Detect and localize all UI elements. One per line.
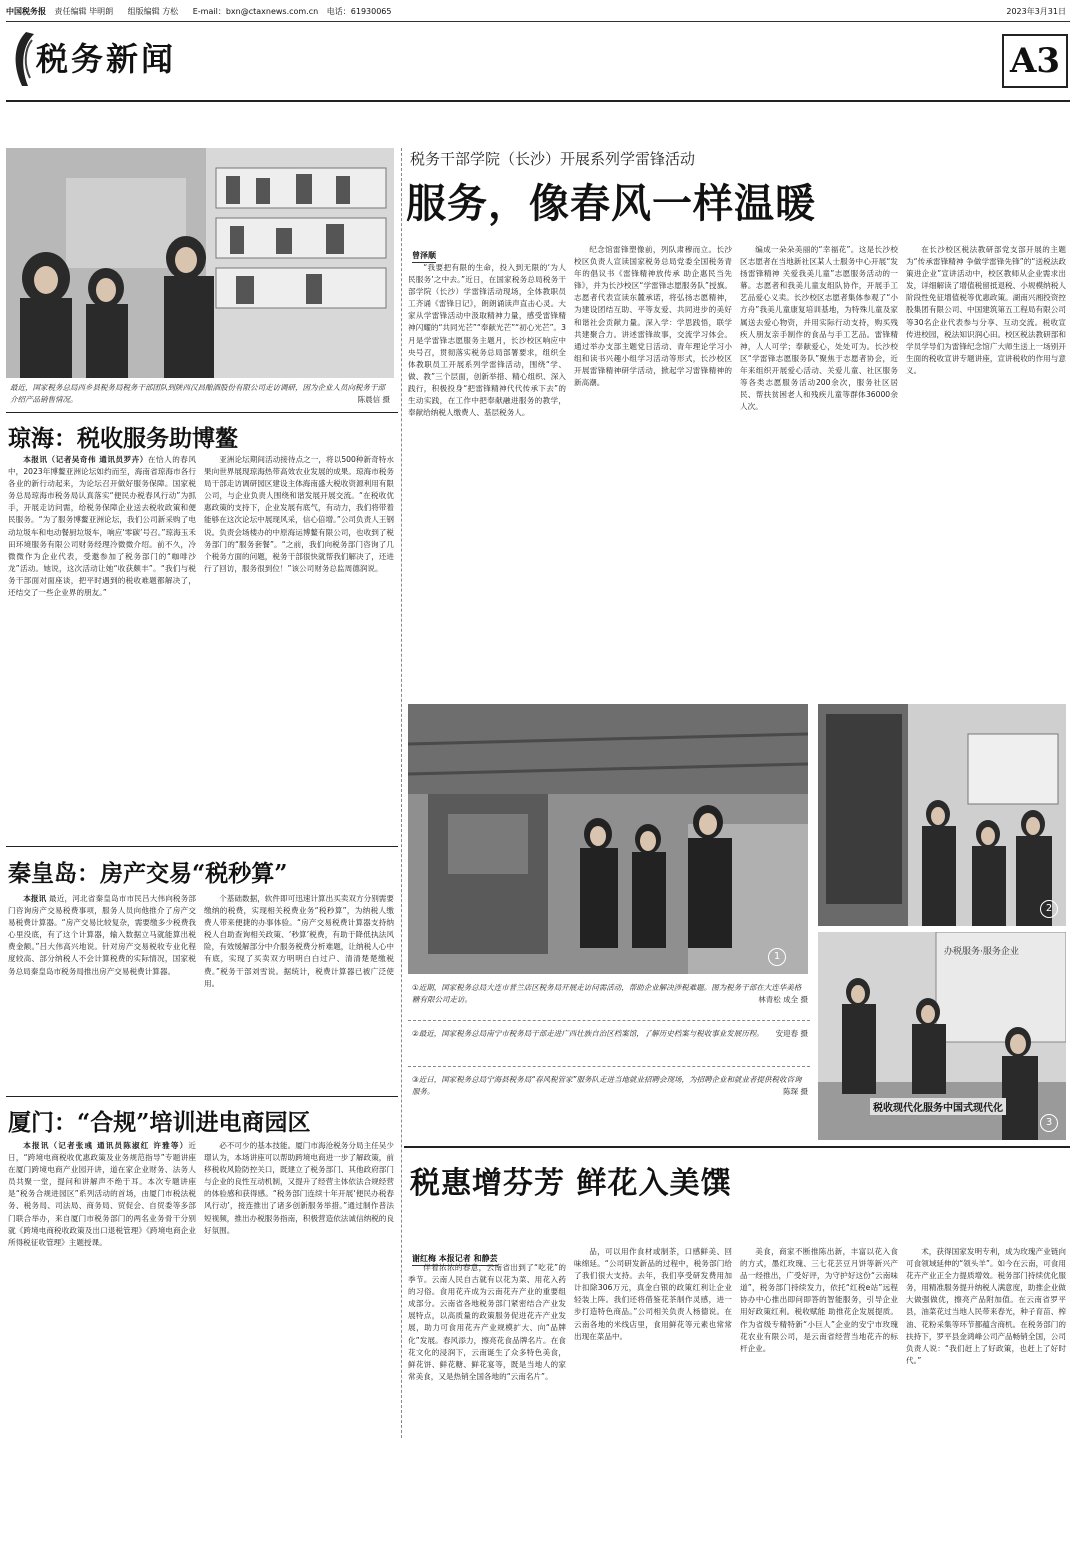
masthead-rule [6,21,1070,22]
qionghai-byline: 本报讯（记者吴奇伟 通讯员罗卉） [23,455,148,464]
lead-col-2 [574,244,732,562]
photo-3-job-fair [818,932,1066,1140]
lead-headline: 服务，像春风一样温暖 [406,180,816,227]
xiamen-col-2 [204,1140,394,1546]
xiamen-col-1-text: 近日，“跨境电商税收优惠政策及业务规范指导”专题讲座在厦门跨境电商产业园开讲，道在家企业财务、法务人员共聚一堂，提问和讲解声不绝于耳。本次专题讲座是“税务合规进园区”系列活动的首场，由厦门市税法税务、税务局、司法局、商务局、贸促会、自贸委等多部门联合举办，来自厦门市税务部门的两名业务骨干分别就《跨境电商税收政策及出口退税管理》《跨境电商企业所得税征收管理》主题授课。 [8,1141,196,1247]
photo-2-caption [412,1028,808,1040]
photo-2-archive [818,704,1066,926]
issue-date: 2023年3月31日 [1006,7,1066,16]
rule-before-flowers [404,1146,1070,1148]
caption-rule-2 [408,1066,810,1067]
photo-3-number: 3 [1040,1114,1058,1132]
section-banner [6,26,1070,100]
section-title: 税务新闻 [36,40,177,78]
qinhuangdao-col-2-text: 个基础数据，软件即可迅速计算出买卖双方分别需要缴纳的税费，实现相关税费业务“税秒算”，为纳税人缴费人带来便捷的办事体验。“房产交易税费计算器支持纳税人自助查询相关政策、‘秒算’税费，有助于降低执法风险，有效缓解部分中介服务税费分析难题，让纳税人心中有底，实现了买卖双方明明白白过户、清清楚楚缴税费。”税务干部刘雪说。据统计，税费计算器已被广泛使用。 [204,894,394,988]
layout-editor-name: 方松 [162,7,179,16]
qionghai-col-1 [8,454,196,838]
flowers-col-1 [408,1262,566,1546]
photo-1-caption [412,982,808,1006]
top-photo-caption [10,382,390,406]
photo-3-caption-text: ③近日，国家税务总局宁海县税务局“春风税管家”服务队走进当地就业招聘会现场，为招聘企业和就业者提供税收咨询服务。 [412,1075,802,1096]
lead-author-name: 曾泽顺 [412,250,436,263]
flowers-byline: 谢红梅 本报记者 和静芸 [412,1253,498,1266]
qionghai-col-1-text: 在恰人的春风中，2023年博鳌亚洲论坛如约而至，海南省琼海市各行各业的新行动起来，为论坛召开做好服务保障。国家税务总局琼海市税务局认真落实“便民办税春风行动”为抓手，开展走访问需，给税务保障企业送去税收政策和便民服务。“为了服务博鳌亚洲论坛，我们公司新采购了电动垃圾车和电动餐厨垃圾车，响应‘零碳’号召。”琼海玉禾田环境服务有限公司财务经理冷微微介绍。前不久，冷微微作为企业代表，受邀参加了税务部门的“咖啡沙龙”活动。她说，这次活动让她“收获颇丰”。“我们与税务干部面对面座谈，把平时遇到的税收难题都解决了，还结交了一些企业界的朋友。” [8,455,196,598]
section-rule [6,100,1070,102]
photo-2-credit: 安迎春 摄 [775,1029,808,1038]
lead-col-4-text: 在长沙校区税法教研部党支部开展的主题为“传承雷锋精神 争做学雷锋先锋”的“送税法政策进企业”宣讲活动中，校区教师从企业需求出发，详细解读了增值税留抵退税、小规模纳税人阶段性免征增值税等优惠政策。湖南兴湘投资控股集团有限公司、中国建筑第五工程局有限公司等30名企业代表参与分享、互动交流。税收宣传进校园，税法知识润心田。校区税法教研部和学员学导们为雷锋纪念馆广大师生送上一场别开生面的税收宣讲专题讲座，宣讲税收的作用与意义。 [906,245,1066,375]
qionghai-headline: 琼海：税收服务助博鳌 [8,425,238,452]
layout-editor-label: 组版编辑 [127,7,160,16]
caption-rule-1 [408,1020,810,1021]
rule-after-qionghai [6,846,398,847]
lead-col-3 [740,244,898,562]
editor-label: 责任编辑 [54,7,87,16]
xiamen-headline: 厦门：“合规”培训进电商园区 [8,1109,311,1136]
lead-col-1-text: “我要把有限的生命，投入到无限的‘为人民服务’之中去。”近日，在国家税务总局税务干部学院（长沙）学雷锋活动现场，全体教职员工齐诵《雷锋日记》，朗朗诵读声直击心灵。大家从学雷锋活动中汲取精神力量，感受雷锋精神闪耀的“共同光芒”“奉献光芒”“初心光芒”。3月是学雷锋志愿服务主题月，长沙校区响应中央号召，贯彻落实税务总局部署要求，组织全体教职员工开展系列学雷锋活动，围绕“学、做、教”三个层面，创新举措、精心组织、深入践行，积极投身“把雷锋精神代代传承下去”的生动实践，在工作中把奉献融进服务的教学，奉献给纳税人缴费人、基层税务人。 [408,263,566,418]
photo-2-caption-text: ②最近，国家税务总局南宁市税务局干部走进广西壮族自治区档案馆，了解历史档案与税收事业发展历程。 [412,1029,764,1038]
qinhuangdao-col-1 [8,893,196,1087]
column-divider [401,148,402,1438]
photo-1-caption-text: ①近期，国家税务总局大连市普兰店区税务局开展走访问需活动，帮助企业解决涉税难题。图为税务干部在大连华美格糖有限公司走访。 [412,983,802,1004]
editor-name: 毕明朗 [89,7,114,16]
flowers-col-3 [740,1246,898,1546]
page-number-box [1002,34,1068,88]
masthead-strip [6,6,1070,20]
photo-1-number: 1 [768,948,786,966]
flowers-col-1-text: 伴着浓浓的春意，云南省出到了“吃花”的季节。云南人民自古就有以花为菜、用花入药的习俗。食用花卉成为云南花卉产业的重要组成部分。云南省各地税务部门紧密结合产业发展特点，以高质量的政策服务促进花卉产业发展，助力可食用花卉产业规模扩大、向“品牌化”发展。春风添力，擦亮花食品牌名片。在食花文化的浸润下，云南诞生了众多特色美食，鲜花饼、鲜花糖、鲜花宴等，既是当地人的家常美食，又是热销全国各地的“云南名片”。 [408,1263,566,1381]
photo-1-credit: 林青松 成全 摄 [758,995,808,1004]
qinhuangdao-col-1-text: 最近，河北省秦皇岛市市民吕大伟向税务部门咨询房产交易税费事项，服务人员向他推介了房产交易税费计算器。“房产交易比较复杂，需要缴多少税费我心里没底，有了这个计算器，输入数据立马就能算出税费金额。”吕大伟高兴地说。针对房产交易税收专业化程度较高、部分纳税人不会计算税费的实际情况，国家税务总局秦皇岛市税务局推出房产交易税费计算器。 [8,894,196,976]
page-number: A3 [1009,41,1061,81]
phone: 电话：61930065 [326,7,392,16]
top-photo-caption-text: 最近，国家税务总局西乡县税务局税务干部团队到陕西汉昌酿酒股份有限公司走访调研，因为企业人员向税务干部介绍产品销售情况。 [10,383,385,404]
lead-author [412,243,436,263]
photo-3-caption [412,1074,808,1098]
lead-kicker: 税务干部学院（长沙）开展系列学雷锋活动 [410,150,696,168]
lead-col-4 [906,244,1066,562]
photo-1-factory [408,704,808,974]
qinhuangdao-byline: 本报讯 [23,894,47,903]
qionghai-col-2-text: 亚洲论坛期间活动接待点之一，将以500种新奇特水果向世界展现琼海热带高效农业发展的成果。琼海市税务局干部走访调研园区建设主体海南盛大税收资源利用有限公司，与企业负责人围绕和谐发展开展交流。“在税收优惠政策的支持下，企业发展有底气，有动力，我们将带着能够在这次论坛中展现风采，信心倍增。”公司负责人王钢说。负责会场楼办的中原海运博鳌有限公司，也收到了税务部门的“服务套餐”。“之前，我们向税务部门咨询了几个税务方面的问题，税务干部很快就帮我们解决了，还进行了回访，服务很到位！”该公司财务总监周德润说。 [204,455,394,573]
lead-col-1 [408,262,566,562]
flowers-col-3-text: 美食，商家不断推陈出新，丰富以花入食的方式，墨红玫瑰、三七花芸豆月饼等新兴产品一经推出，广受好评，为守护好这份“云南味道”，税务部门持续发力，依托“红税e站”远程协办中心推出即问即答的智能服务，引导企业用好政策红利。税收赋能 助推花企发展提质。作为省级专精特新“小巨人”企业的安宁市玫瑰花农业有限公司，是云南省经营当地花卉的标杆企业。 [740,1247,898,1353]
qinhuangdao-headline: 秦皇岛：房产交易“税秒算” [8,860,288,887]
photo-2-number: 2 [1040,900,1058,918]
xiamen-col-1 [8,1140,196,1546]
top-photo-credit: 陈晨信 摄 [357,395,390,404]
email: E-mail：bxn@ctaxnews.com.cn [192,7,319,16]
rule-under-top-photo [6,412,398,413]
lead-col-2-text: 纪念馆雷锋塑像前，列队肃穆而立。长沙校区负责人宣读国家税务总局党委全国税务青年的倡议书《雷锋精神放传承 助企惠民当先锋》，并为长沙校区“学雷锋志愿服务队”授旗。志愿者代表宣读东麓承诺，将弘扬志愿精神，为建设团结互助、平等友爱、共同进步的美好和谐社会贡献力量。深入学：学思践悟，联学共建聚合力。讲述雷锋故事，交流学习体会。通过举办支部主题党日活动、青年理论学习小组和读书兴趣小组学习活动等形式，长沙校区开展雷锋精神研学活动，掀起学习雷锋精神的新高潮。 [574,245,732,388]
photo-3-banner: 税收现代化服务中国式现代化 [870,1098,1006,1115]
flowers-col-2-text: 品，可以用作食材或制茶，口感鲜美、回味绵延。“公司研发新品的过程中，税务部门给了我们很大支持。去年，我们享受研发费用加计扣除306万元，真金白银的政策红利让企业轻装上阵。我们还将借鉴花茶制作灵感，进一步打造特色商品。”公司相关负责人杨德说。在云南各地的米线店里，食用鲜花等元素也常常出现在菜品中。 [574,1247,732,1341]
photo-3-board: 办税服务·服务企业 [944,947,1019,957]
photo-3-credit: 陈琛 摄 [783,1087,808,1096]
flowers-col-2 [574,1246,732,1546]
qinhuangdao-col-2 [204,893,394,1087]
rule-after-qinhuangdao [6,1096,398,1097]
flowers-headline: 税惠增芬芳 鲜花入美馔 [410,1166,732,1201]
qionghai-col-2 [204,454,394,838]
xiamen-col-2-text: 必不可少的基本技能。厦门市海沧税务分局主任吴少璟认为，本场讲座可以帮助跨境电商进一步了解政策，前移税收风险防控关口，既建立了税务部门、其他政府部门与企业的良性互动机制，又提升了经营主体依法合规经营的体验感和获得感。“税务部门连续十年开展‘便民办税春风行动’，接连推出了诸多创新服务举措。”通过制作普法短视频，推出办税服务指南，积极营造依法诚信纳税的良好氛围。 [204,1141,394,1235]
top-photo [6,148,394,378]
flowers-col-4 [906,1246,1066,1546]
paper-name: 中国税务报 [6,7,46,16]
xiamen-byline: 本报讯（记者张彧 通讯员陈淑红 许雅等） [23,1141,189,1150]
lead-col-3-text: 编成一朵朵美丽的“幸福花”。这是长沙校区志愿者在当地新社区某人士服务中心开展“发扬雷锋精神 关爱我美儿童”志愿服务活动的一幕。志愿者和我美儿童友组队协作，开展手工艺品爱心义卖。长沙校区志愿者集体参观了“小方舟”我美儿童康复培训基地，为特殊儿童及家属送去爱心物资，并用实际行动支持，购买残疾人朋友亲手制作的食品与手工艺品。雷锋精神，人人可学；奉献爱心，处处可为。长沙校区“学雷锋志愿服务队”聚焦于志愿者协会，近年来组织开展爱心活动、关爱儿童、社区服务等各类志愿服务活动200余次，服务社区居民、帮扶贫困老人和残疾儿童等群体36000余人次。 [740,245,898,412]
flowers-col-4-text: 术，获得国家发明专利，成为玫瑰产业链向可食领域延伸的“领头羊”。如今在云南，可食用花卉产业正全力提质增效。税务部门持续优化服务，用精准服务提升纳税人满意度，助推企业做大做强做优，擦亮产品附加值。在云南省罗平县，油菜花过当地人民带来春光，种子育苗、榨油、花粉采集等环节都蕴含商机。在税务部门的扶持下，罗平县金鸿峰公司产品畅销全国，公司负责人说：“我们赶上了好政策，也赶上了好时代。” [906,1247,1066,1365]
